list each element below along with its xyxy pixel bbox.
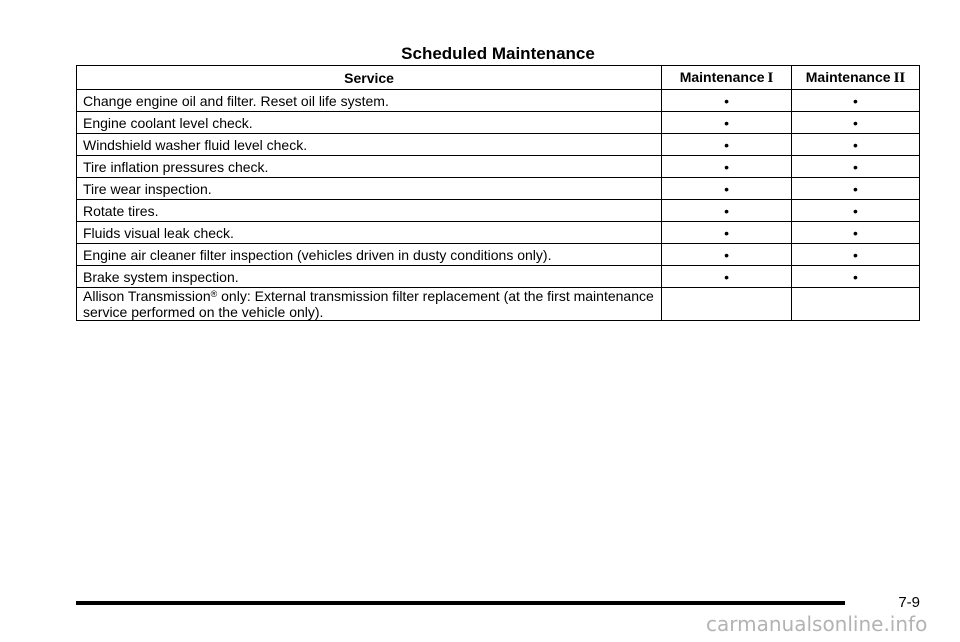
header-service xyxy=(77,66,662,90)
page-number: 7-9 xyxy=(898,594,920,611)
table-row xyxy=(77,244,920,266)
header-maintenance-2-numeral: II xyxy=(893,70,906,86)
service-cell: Tire inflation pressures check. xyxy=(77,156,662,178)
service-text-detail: only: External transmission filter replacement (at the first maintenance service performed on the vehicle only). xyxy=(83,288,654,320)
maintenance-2-cell: • xyxy=(792,244,920,266)
service-cell xyxy=(77,288,662,321)
service-cell: Engine coolant level check. xyxy=(77,112,662,134)
page-title: Scheduled Maintenance xyxy=(401,44,595,63)
maintenance-table xyxy=(76,65,920,321)
maintenance-1-cell: • xyxy=(662,112,792,134)
service-cell: Fluids visual leak check. xyxy=(77,222,662,244)
header-maintenance-1-numeral: I xyxy=(767,70,774,86)
table-row xyxy=(77,112,920,134)
maintenance-1-cell: • xyxy=(662,90,792,112)
service-cell: Tire wear inspection. xyxy=(77,178,662,200)
table-row xyxy=(77,178,920,200)
table-row xyxy=(77,266,920,288)
registered-mark: ® xyxy=(210,289,218,299)
table-row xyxy=(77,222,920,244)
header-maintenance-2-label: Maintenance xyxy=(805,69,891,85)
maintenance-1-cell xyxy=(662,288,792,321)
table-row xyxy=(77,288,920,321)
maintenance-1-cell: • xyxy=(662,134,792,156)
maintenance-2-cell: • xyxy=(792,134,920,156)
table-header-row xyxy=(77,66,920,90)
service-cell: Rotate tires. xyxy=(77,200,662,222)
maintenance-1-cell: • xyxy=(662,244,792,266)
maintenance-2-cell: • xyxy=(792,112,920,134)
maintenance-1-cell: • xyxy=(662,156,792,178)
service-cell: Engine air cleaner filter inspection (vehicles driven in dusty conditions only). xyxy=(77,244,662,266)
footer-rule xyxy=(76,601,845,605)
maintenance-1-cell: • xyxy=(662,200,792,222)
table-row xyxy=(77,200,920,222)
service-text-brand: Allison Transmission xyxy=(83,288,211,304)
table-row xyxy=(77,90,920,112)
header-maintenance-1-label: Maintenance xyxy=(679,69,765,85)
maintenance-2-cell: • xyxy=(792,222,920,244)
maintenance-2-cell xyxy=(792,288,920,321)
service-cell: Change engine oil and filter. Reset oil life system. xyxy=(77,90,662,112)
maintenance-1-cell: • xyxy=(662,222,792,244)
watermark: carmanualsonline.info xyxy=(706,612,928,636)
maintenance-2-cell: • xyxy=(792,178,920,200)
maintenance-2-cell: • xyxy=(792,90,920,112)
table-row xyxy=(77,134,920,156)
maintenance-1-cell: • xyxy=(662,266,792,288)
maintenance-2-cell: • xyxy=(792,156,920,178)
maintenance-2-cell: • xyxy=(792,266,920,288)
service-cell: Windshield washer fluid level check. xyxy=(77,134,662,156)
header-maintenance-1 xyxy=(662,66,792,90)
header-maintenance-2 xyxy=(792,66,920,90)
maintenance-2-cell: • xyxy=(792,200,920,222)
table-row xyxy=(77,156,920,178)
header-service-label: Service xyxy=(344,69,394,86)
maintenance-1-cell: • xyxy=(662,178,792,200)
service-cell: Brake system inspection. xyxy=(77,266,662,288)
